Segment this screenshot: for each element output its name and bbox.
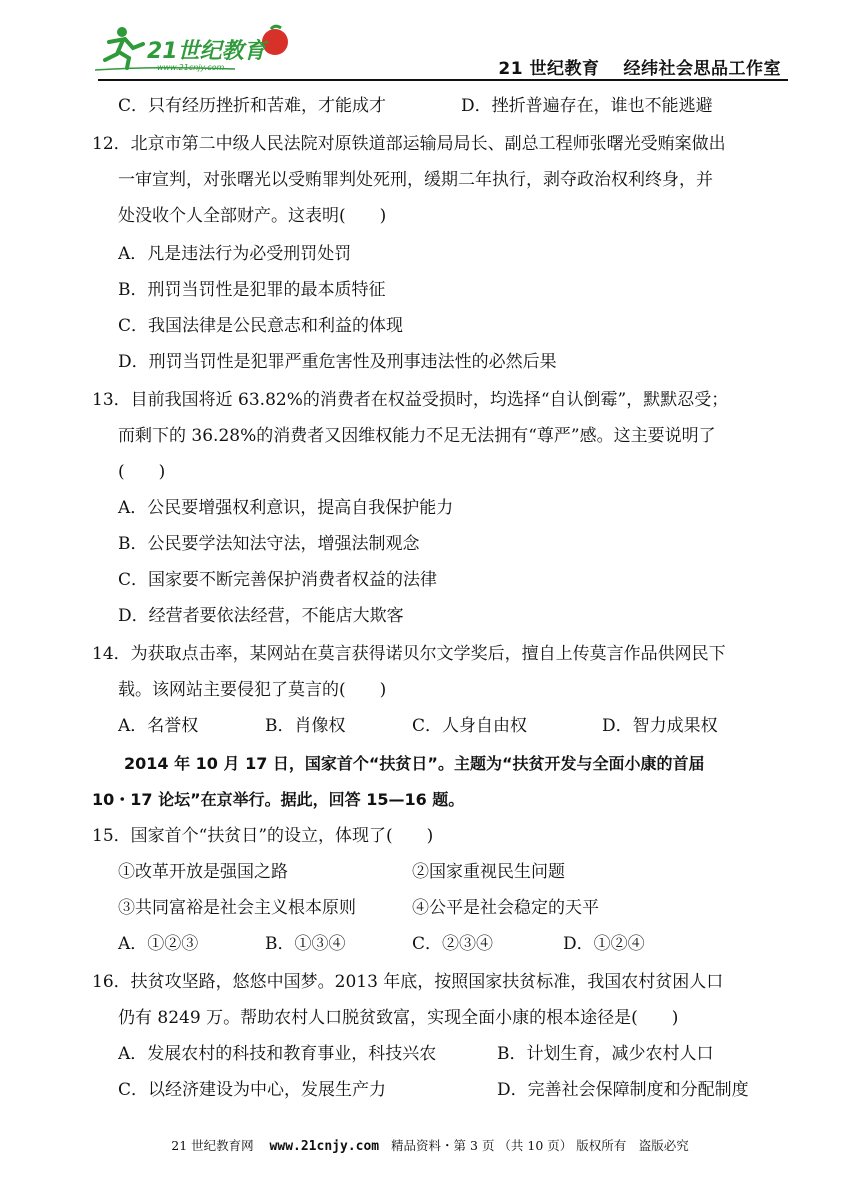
q15-option-b: B．①③④ — [265, 934, 346, 954]
q16-stem-line1: 16．扶贫攻坚路，悠悠中国梦。2013 年底，按照国家扶贫标准，我国农村贫困人口 — [92, 972, 724, 992]
footer-name: 21 世纪教育网 — [171, 1138, 254, 1153]
q16-option-a: A．发展农村的科技和教育事业，科技兴农 — [118, 1044, 437, 1064]
q15-statement-1: ①改革开放是强国之路 — [118, 862, 288, 882]
material-intro-line1: 2014 年 10 月 17 日，国家首个“扶贫日”。主题为“扶贫开发与全面小康的首届 — [124, 754, 705, 773]
q13-option-a: A．公民要增强权利意识，提高自我保护能力 — [118, 498, 454, 518]
header-studio: 经纬社会思品工作室 — [623, 59, 781, 79]
q12-stem-line1: 12．北京市第二中级人民法院对原铁道部运输局局长、副总工程师张曙光受贿案做出 — [92, 134, 726, 154]
apple-icon — [262, 26, 288, 55]
q15-option-a: A．①②③ — [118, 934, 199, 954]
page-header — [95, 14, 785, 80]
q12-option-a: A．凡是违法行为必受刑罚处罚 — [118, 244, 352, 264]
footer-site-link[interactable]: www.21cnjy.com — [269, 1139, 380, 1154]
q16-option-c: C．以经济建设为中心，发展生产力 — [118, 1080, 387, 1100]
q16-stem-line2: 仍有 8249 万。帮助农村人口脱贫致富，实现全面小康的根本途径是( ) — [118, 1008, 679, 1028]
q14-option-c: C．人身自由权 — [412, 716, 528, 736]
q11-option-d: D．挫折普遍存在，谁也不能逃避 — [461, 96, 713, 116]
material-intro-line2: 10・17 论坛”在京举行。据此，回答 15—16 题。 — [92, 790, 465, 809]
q15-option-c: C．②③④ — [412, 934, 494, 954]
q15-statement-2: ②国家重视民生问题 — [412, 862, 565, 882]
logo-url: www.21cnjy.com — [157, 63, 225, 72]
q14-stem-line1: 14．为获取点击率，某网站在莫言获得诺贝尔文学奖后，擅自上传莫言作品供网民下 — [92, 644, 726, 664]
q14-stem-line2: 载。该网站主要侵犯了莫言的( ) — [118, 680, 387, 700]
q13-stem-line1: 13．目前我国将近 63.82%的消费者在权益受损时，均选择“自认倒霉”，默默忍受； — [92, 390, 729, 410]
q12-stem-line2: 一审宣判，对张曙光以受贿罪判处死刑，缓期二年执行，剥夺政治权利终身，并 — [118, 170, 713, 190]
q15-statement-3: ③共同富裕是社会主义根本原则 — [118, 898, 356, 918]
q14-option-b: B．肖像权 — [265, 716, 346, 736]
q16-option-d: D．完善社会保障制度和分配制度 — [497, 1080, 749, 1100]
footer-page-info: 精品资料・第 3 页 （共 10 页） 版权所有 盗版必究 — [391, 1138, 689, 1153]
q13-stem-line3: ( ) — [118, 462, 166, 482]
q15-option-d: D．①②④ — [563, 934, 645, 954]
q13-option-c: C．国家要不断完善保护消费者权益的法律 — [118, 570, 438, 590]
q14-option-a: A．名誉权 — [118, 716, 199, 736]
header-title — [498, 54, 781, 79]
q12-option-c: C．我国法律是公民意志和利益的体现 — [118, 316, 404, 336]
q12-option-d: D．刑罚当罚性是犯罪严重危害性及刑事违法性的必然后果 — [118, 352, 557, 372]
site-logo — [95, 22, 295, 74]
q12-stem-line3: 处没收个人全部财产。这表明( ) — [118, 206, 387, 226]
header-org: 21 世纪教育 — [498, 59, 600, 79]
q13-stem-line2: 而剩下的 36.28%的消费者又因维权能力不足无法拥有“尊严”感。这主要说明了 — [118, 426, 716, 446]
q14-option-d: D．智力成果权 — [602, 716, 718, 736]
header-divider — [98, 79, 788, 81]
q12-option-b: B．刑罚当罚性是犯罪的最本质特征 — [118, 280, 386, 300]
page-footer — [0, 1136, 860, 1154]
q13-option-d: D．经营者要依法经营，不能店大欺客 — [118, 606, 404, 626]
q15-statement-4: ④公平是社会稳定的天平 — [412, 898, 599, 918]
q15-stem: 15．国家首个“扶贫日”的设立，体现了( ) — [92, 826, 434, 846]
logo-text: 21世纪教育 — [147, 39, 266, 64]
q16-option-b: B．计划生育，减少农村人口 — [497, 1044, 714, 1064]
q11-option-c: C．只有经历挫折和苦难，才能成才 — [118, 96, 387, 116]
runner-icon — [105, 27, 143, 68]
q13-option-b: B．公民要学法知法守法，增强法制观念 — [118, 534, 420, 554]
